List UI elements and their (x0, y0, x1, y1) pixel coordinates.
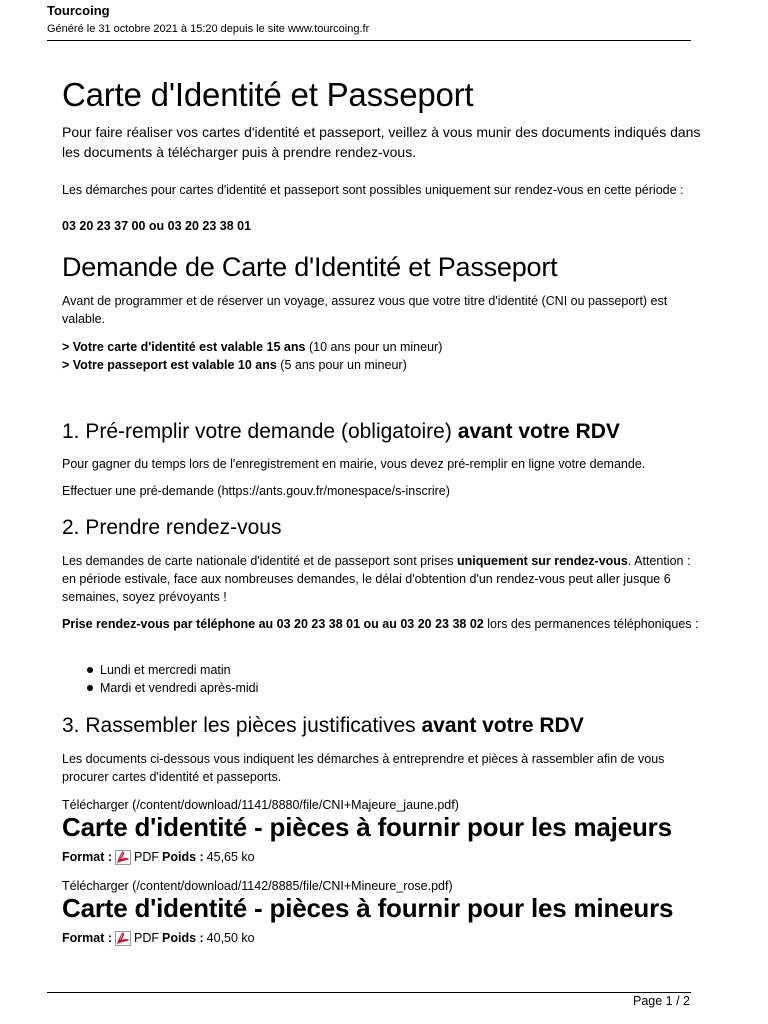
list-item: Lundi et mercredi matin (62, 661, 258, 679)
step3-title-after: avant votre RDV (421, 714, 584, 737)
intro-paragraph: Pour faire réaliser vos cartes d'identité et passeport, veillez à vous munir des documents indiqués dans les documents à télécharger puis à prendre rendez-vous. (62, 124, 701, 160)
step2-heading: 2. Prendre rendez-vous (62, 516, 282, 539)
request-heading: Demande de Carte d'Identité et Passeport (62, 252, 558, 282)
site-name: Tourcoing (47, 3, 110, 18)
pdf-icon (115, 850, 131, 864)
pre-request-link[interactable]: Effectuer une pré-demande (https://ants.gouv.fr/monespace/s-inscrire) (62, 484, 450, 498)
step2-text-bold: uniquement sur rendez-vous (457, 554, 628, 568)
download-title-mineurs[interactable]: Carte d'identité - pièces à fournir pour les mineurs (62, 893, 674, 923)
step2-text-before: Les demandes de carte nationale d'identité et de passeport sont prises (62, 554, 458, 568)
step1-title-after: avant votre RDV (457, 420, 620, 443)
passport-validity-rest: (5 ans pour un mineur) (276, 358, 407, 372)
passport-validity (62, 356, 702, 374)
download-meta-mineurs (62, 930, 255, 946)
download-title-majeurs[interactable]: Carte d'identité - pièces à fournir pour les majeurs (62, 812, 672, 842)
step1-text: Pour gagner du temps lors de l'enregistrement en mairie, vous devez pré-remplir en ligne votre demande. (62, 457, 646, 471)
cni-validity (62, 338, 702, 356)
weight-value: 40,50 ko (206, 931, 255, 945)
download-meta-majeurs (62, 849, 255, 865)
format-label: Format : (62, 850, 112, 864)
download-link-mineurs[interactable]: Télécharger (/content/download/1142/8885/file/CNI+Mineure_rose.pdf) (62, 879, 453, 893)
weight-value: 45,65 ko (206, 850, 255, 864)
step3-title: 3. Rassembler les pièces justificatives (62, 714, 416, 737)
weight-label: Poids : (162, 931, 204, 945)
format-value: PDF (134, 931, 159, 945)
page-title: Carte d'Identité et Passeport (62, 76, 474, 113)
phone-booking-bold: Prise rendez-vous par téléphone au 03 20 23 38 01 ou au 03 20 23 38 02 (62, 617, 484, 631)
step2-text (62, 552, 702, 606)
permanence-list (62, 661, 258, 697)
format-value: PDF (134, 850, 159, 864)
generated-info: Généré le 31 octobre 2021 à 15:20 depuis le site www.tourcoing.fr (47, 23, 370, 35)
cni-validity-rest: (10 ans pour un mineur) (305, 340, 443, 354)
cni-validity-bold: > Votre carte d'identité est valable 15 ans (62, 340, 306, 354)
list-item: Mardi et vendredi après-midi (62, 679, 258, 697)
appointment-notice: Les démarches pour cartes d'identité et passeport sont possibles uniquement sur rendez-vous en cette période : (62, 183, 684, 197)
passport-validity-bold: > Votre passeport est valable 10 ans (62, 358, 277, 372)
format-label: Format : (62, 931, 112, 945)
weight-label: Poids : (162, 850, 204, 864)
phone-booking (62, 615, 702, 633)
step1-title: 1. Pré-remplir votre demande (obligatoire) (62, 420, 452, 443)
step1-heading (62, 420, 620, 444)
header-divider (47, 40, 691, 41)
contact-phones: 03 20 23 37 00 ou 03 20 23 38 01 (62, 219, 252, 233)
footer-divider (47, 992, 691, 993)
request-intro: Avant de programmer et de réserver un voyage, assurez vous que votre titre d'identité (CNI ou passeport) est valable. (62, 294, 668, 326)
pdf-icon (115, 931, 131, 945)
step2-text-after: . Attention : en période estivale, face aux nombreuses demandes, le délai d'obtention d'un rendez-vous peut aller jusque 6 semaines, soyez prévoyants ! (62, 554, 691, 604)
step3-text: Les documents ci-dessous vous indiquent les démarches à entreprendre et pièces à rassembler afin de vous procurer cartes d'identité et passeports. (62, 752, 665, 784)
page-number: Page 1 / 2 (633, 994, 690, 1008)
step3-heading (62, 714, 584, 738)
download-link-majeurs[interactable]: Télécharger (/content/download/1141/8880/file/CNI+Majeure_jaune.pdf) (62, 798, 459, 812)
phone-booking-rest: lors des permanences téléphoniques : (483, 617, 699, 631)
